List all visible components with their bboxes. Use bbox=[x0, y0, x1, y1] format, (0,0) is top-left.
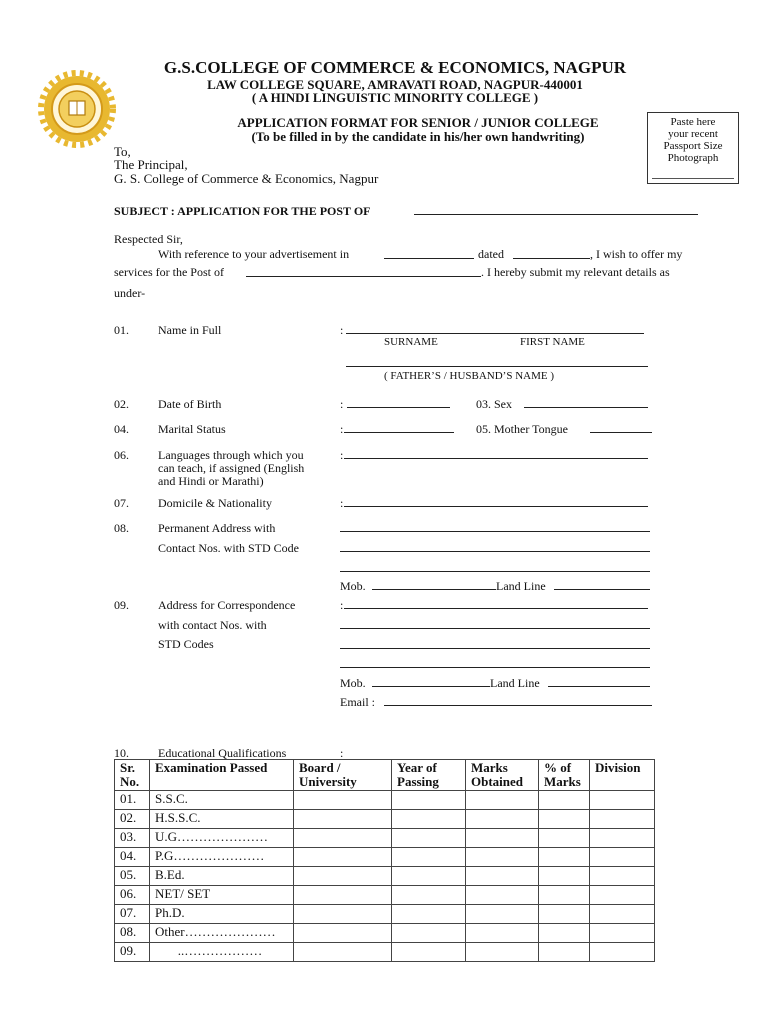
colon: : bbox=[340, 746, 344, 760]
qualifications-table bbox=[114, 759, 655, 962]
board-cell[interactable] bbox=[294, 905, 392, 924]
row-number: 04. bbox=[115, 848, 150, 867]
dob-label: Date of Birth bbox=[158, 397, 222, 411]
marital-status-field[interactable] bbox=[344, 432, 454, 433]
board-cell[interactable] bbox=[294, 867, 392, 886]
column-header: Marks Obtained bbox=[466, 760, 539, 791]
languages-label: and Hindi or Marathi) bbox=[158, 474, 264, 488]
division-cell[interactable] bbox=[590, 943, 655, 962]
colon: : bbox=[340, 598, 344, 612]
exam-name: NET/ SET bbox=[150, 886, 294, 905]
landline-label: Land Line bbox=[490, 676, 540, 690]
photo-box-line: your recent bbox=[668, 128, 718, 140]
field-number: 08. bbox=[114, 521, 129, 535]
college-logo bbox=[36, 68, 118, 150]
table-row bbox=[115, 848, 655, 867]
year-cell[interactable] bbox=[392, 886, 466, 905]
languages-field[interactable] bbox=[344, 458, 648, 459]
colon: : bbox=[340, 496, 344, 510]
percent-cell[interactable] bbox=[539, 791, 590, 810]
division-cell[interactable] bbox=[590, 867, 655, 886]
board-cell[interactable] bbox=[294, 886, 392, 905]
field-number: 10. bbox=[114, 746, 129, 760]
board-cell[interactable] bbox=[294, 924, 392, 943]
mobile-label: Mob. bbox=[340, 676, 366, 690]
exam-name: Other………………… bbox=[150, 924, 294, 943]
marks-cell[interactable] bbox=[466, 924, 539, 943]
advertisement-date-field[interactable] bbox=[513, 258, 590, 259]
domicile-field[interactable] bbox=[344, 506, 648, 507]
subject-line: SUBJECT : APPLICATION FOR THE POST OF bbox=[114, 204, 371, 218]
photo-box-line: Photograph bbox=[667, 152, 719, 164]
recipient-to: To, bbox=[114, 144, 131, 159]
body-under-text: under- bbox=[114, 286, 146, 300]
table-row bbox=[115, 905, 655, 924]
row-number: 08. bbox=[115, 924, 150, 943]
colon: : bbox=[340, 323, 344, 337]
body-offer-text: , I wish to offer my bbox=[590, 247, 683, 261]
exam-name: Ph.D. bbox=[150, 905, 294, 924]
exam-name: H.S.S.C. bbox=[150, 810, 294, 829]
division-cell[interactable] bbox=[590, 924, 655, 943]
board-cell[interactable] bbox=[294, 829, 392, 848]
landline-label: Land Line bbox=[496, 579, 546, 593]
photo-box-rule bbox=[652, 178, 734, 179]
body-advert-text: With reference to your advertisement in bbox=[158, 247, 350, 261]
permanent-address-label: Permanent Address with bbox=[158, 521, 276, 535]
board-cell[interactable] bbox=[294, 810, 392, 829]
board-cell[interactable] bbox=[294, 943, 392, 962]
father-husband-name-field[interactable] bbox=[346, 366, 648, 367]
colon: : bbox=[340, 397, 344, 411]
first-name-caption: FIRST NAME bbox=[520, 336, 585, 348]
mother-tongue-label: 05. Mother Tongue bbox=[476, 422, 568, 436]
column-header: Board / University bbox=[294, 760, 392, 791]
minority-status: ( A HINDI LINGUISTIC MINORITY COLLEGE ) bbox=[251, 90, 539, 105]
year-cell[interactable] bbox=[392, 943, 466, 962]
field-number: 01. bbox=[114, 323, 129, 337]
table-row bbox=[115, 867, 655, 886]
table-row bbox=[115, 886, 655, 905]
body-dated-text: dated bbox=[478, 247, 504, 261]
form-title: APPLICATION FORMAT FOR SENIOR / JUNIOR COLLEGE bbox=[237, 115, 599, 130]
row-number: 02. bbox=[115, 810, 150, 829]
advertisement-field[interactable] bbox=[384, 258, 474, 259]
division-cell[interactable] bbox=[590, 848, 655, 867]
marks-cell[interactable] bbox=[466, 886, 539, 905]
column-header: Year of Passing bbox=[392, 760, 466, 791]
field-number: 09. bbox=[114, 598, 129, 612]
board-cell[interactable] bbox=[294, 848, 392, 867]
division-cell[interactable] bbox=[590, 905, 655, 924]
marks-cell[interactable] bbox=[466, 791, 539, 810]
recipient-principal: The Principal, bbox=[114, 157, 188, 172]
dob-field[interactable] bbox=[347, 407, 450, 408]
field-number: 06. bbox=[114, 448, 129, 462]
post-name-field[interactable] bbox=[246, 276, 481, 277]
percent-cell[interactable] bbox=[539, 867, 590, 886]
marks-cell[interactable] bbox=[466, 905, 539, 924]
table-row bbox=[115, 943, 655, 962]
post-field[interactable] bbox=[414, 214, 698, 215]
year-cell[interactable] bbox=[392, 810, 466, 829]
email-label: Email : bbox=[340, 695, 375, 709]
permanent-address-line[interactable] bbox=[340, 571, 650, 572]
education-label: Educational Qualifications bbox=[158, 746, 287, 760]
permanent-address-line[interactable] bbox=[340, 531, 650, 532]
colon: : bbox=[340, 422, 344, 436]
sex-field[interactable] bbox=[524, 407, 648, 408]
table-row bbox=[115, 829, 655, 848]
exam-name: B.Ed. bbox=[150, 867, 294, 886]
exam-name: U.G………………… bbox=[150, 829, 294, 848]
correspondence-landline-field[interactable] bbox=[548, 686, 650, 687]
percent-cell[interactable] bbox=[539, 905, 590, 924]
column-header: Division bbox=[590, 760, 655, 791]
permanent-address-line[interactable] bbox=[340, 551, 650, 552]
passport-photo-box[interactable] bbox=[647, 112, 739, 184]
salutation: Respected Sir, bbox=[114, 232, 183, 246]
correspondence-address-line[interactable] bbox=[340, 628, 650, 629]
percent-cell[interactable] bbox=[539, 829, 590, 848]
father-husband-caption: ( FATHER’S / HUSBAND’S NAME ) bbox=[384, 370, 555, 382]
row-number: 01. bbox=[115, 791, 150, 810]
marks-cell[interactable] bbox=[466, 810, 539, 829]
college-name: G.S.COLLEGE OF COMMERCE & ECONOMICS, NAGPUR bbox=[163, 58, 627, 77]
photo-box-line: Passport Size bbox=[663, 140, 723, 152]
correspondence-address-line[interactable] bbox=[340, 667, 650, 668]
division-cell[interactable] bbox=[590, 829, 655, 848]
exam-name: P.G………………… bbox=[150, 848, 294, 867]
marks-cell[interactable] bbox=[466, 867, 539, 886]
sex-label: 03. Sex bbox=[476, 397, 512, 411]
row-number: 03. bbox=[115, 829, 150, 848]
year-cell[interactable] bbox=[392, 791, 466, 810]
marks-cell[interactable] bbox=[466, 829, 539, 848]
column-header: Examination Passed bbox=[150, 760, 294, 791]
permanent-mobile-field[interactable] bbox=[372, 589, 496, 590]
row-number: 09. bbox=[115, 943, 150, 962]
name-label: Name in Full bbox=[158, 323, 222, 337]
percent-cell[interactable] bbox=[539, 848, 590, 867]
field-number: 04. bbox=[114, 422, 129, 436]
correspondence-address-line[interactable] bbox=[340, 648, 650, 649]
column-header: % of Marks bbox=[539, 760, 590, 791]
exam-name: S.S.C. bbox=[150, 791, 294, 810]
mother-tongue-field[interactable] bbox=[590, 432, 652, 433]
correspondence-address-label: Address for Correspondence bbox=[158, 598, 296, 612]
division-cell[interactable] bbox=[590, 791, 655, 810]
division-cell[interactable] bbox=[590, 886, 655, 905]
year-cell[interactable] bbox=[392, 848, 466, 867]
marital-status-label: Marital Status bbox=[158, 422, 226, 436]
colon: : bbox=[340, 448, 344, 462]
photo-box-line: Paste here bbox=[670, 116, 716, 128]
correspondence-address-label: with contact Nos. with bbox=[158, 618, 267, 632]
field-number: 07. bbox=[114, 496, 129, 510]
surname-caption: SURNAME bbox=[384, 336, 438, 348]
year-cell[interactable] bbox=[392, 867, 466, 886]
table-header-row bbox=[115, 760, 655, 791]
languages-label: can teach, if assigned (English bbox=[158, 461, 305, 475]
permanent-address-label: Contact Nos. with STD Code bbox=[158, 541, 299, 555]
year-cell[interactable] bbox=[392, 905, 466, 924]
marks-cell[interactable] bbox=[466, 848, 539, 867]
exam-name: ..……………… bbox=[150, 943, 294, 962]
percent-cell[interactable] bbox=[539, 886, 590, 905]
marks-cell[interactable] bbox=[466, 943, 539, 962]
body-submit-text: . I hereby submit my relevant details as bbox=[481, 265, 670, 279]
form-subtitle: (To be filled in by the candidate in his/her own handwriting) bbox=[251, 129, 585, 144]
year-cell[interactable] bbox=[392, 829, 466, 848]
name-field[interactable] bbox=[346, 333, 644, 334]
row-number: 07. bbox=[115, 905, 150, 924]
email-field[interactable] bbox=[384, 705, 652, 706]
recipient-college: G. S. College of Commerce & Economics, Nagpur bbox=[114, 171, 379, 186]
mobile-label: Mob. bbox=[340, 579, 366, 593]
percent-cell[interactable] bbox=[539, 810, 590, 829]
body-post-text: services for the Post of bbox=[114, 265, 224, 279]
year-cell[interactable] bbox=[392, 924, 466, 943]
division-cell[interactable] bbox=[590, 810, 655, 829]
row-number: 06. bbox=[115, 886, 150, 905]
correspondence-address-label: STD Codes bbox=[158, 637, 214, 651]
domicile-label: Domicile & Nationality bbox=[158, 496, 272, 510]
table-row bbox=[115, 810, 655, 829]
permanent-landline-field[interactable] bbox=[554, 589, 650, 590]
correspondence-address-line[interactable] bbox=[344, 608, 648, 609]
board-cell[interactable] bbox=[294, 791, 392, 810]
table-row bbox=[115, 791, 655, 810]
languages-label: Languages through which you bbox=[158, 448, 304, 462]
college-address: LAW COLLEGE SQUARE, AMRAVATI ROAD, NAGPUR-440001 bbox=[207, 77, 583, 92]
percent-cell[interactable] bbox=[539, 924, 590, 943]
percent-cell[interactable] bbox=[539, 943, 590, 962]
row-number: 05. bbox=[115, 867, 150, 886]
column-header: Sr. No. bbox=[115, 760, 150, 791]
table-row bbox=[115, 924, 655, 943]
field-number: 02. bbox=[114, 397, 129, 411]
correspondence-mobile-field[interactable] bbox=[372, 686, 490, 687]
